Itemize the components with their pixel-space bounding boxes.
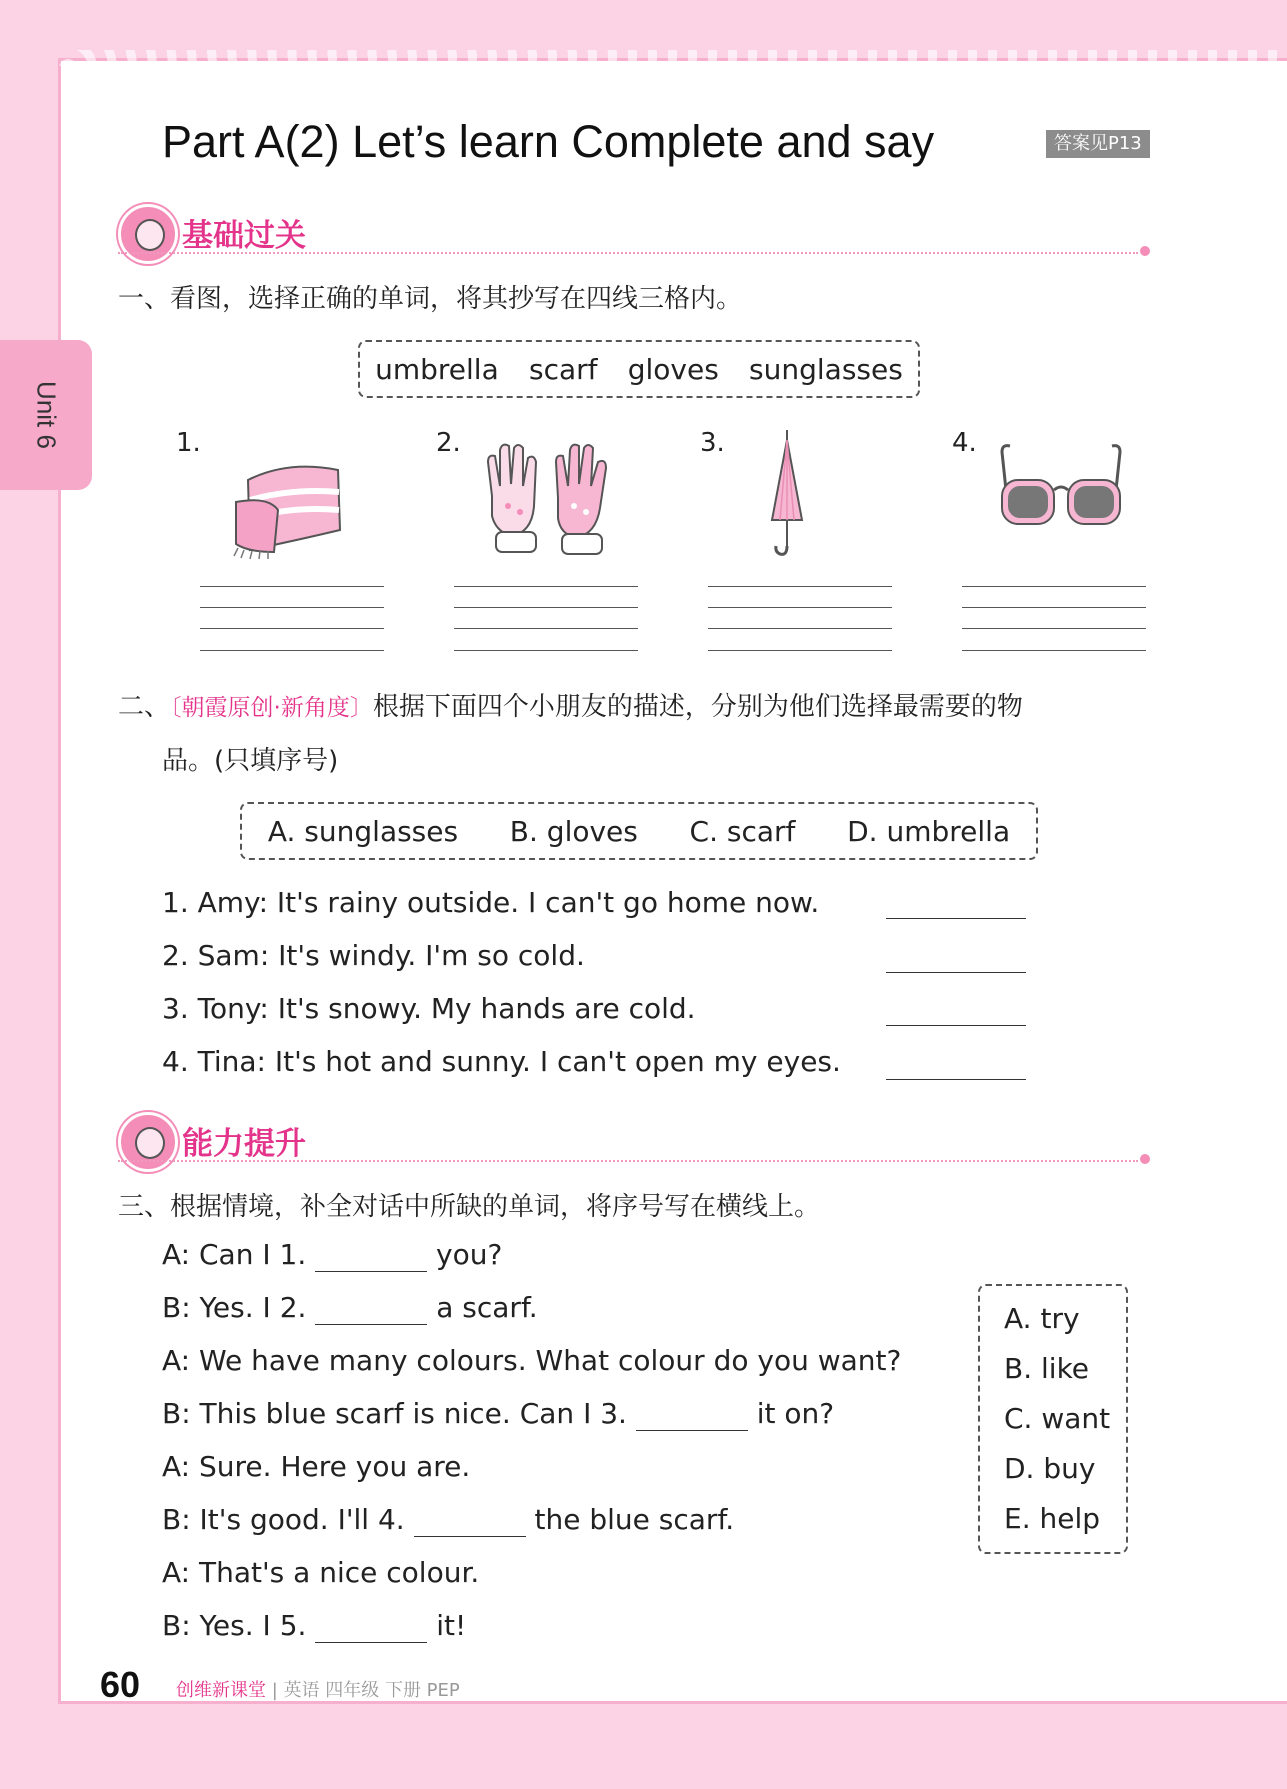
question-2-sentence: 1. Amy: It's rainy outside. I can't go home now. [162, 886, 820, 919]
answer-blank[interactable] [886, 972, 1026, 973]
option-item: C. scarf [689, 814, 796, 848]
section-header-advanced [118, 1112, 1158, 1168]
dotted-divider [118, 252, 1138, 254]
divider-end-dot-icon [1140, 1154, 1150, 1164]
answer-reference-badge: 答案见P13 [1046, 130, 1150, 158]
option-item: D. buy [1004, 1452, 1096, 1485]
dialogue-blank[interactable] [315, 1291, 427, 1325]
dialogue-line [162, 1503, 734, 1537]
dialogue-text: you? [436, 1238, 503, 1271]
dialogue-line [162, 1238, 502, 1272]
scarf-icon [228, 440, 352, 560]
dialogue-text: B: Yes. I 2. [162, 1291, 307, 1324]
question-3-title: 三、根据情境，补全对话中所缺的单词，将序号写在横线上。 [118, 1192, 821, 1222]
unit-tab[interactable] [0, 340, 92, 490]
answer-blank[interactable] [886, 1025, 1026, 1026]
question-2-prefix: 二、 [118, 692, 171, 722]
writing-grid-1[interactable] [200, 586, 384, 652]
dialogue-text: it on? [756, 1397, 835, 1430]
decorative-wave-border [58, 50, 1287, 66]
question-2-sentence: 3. Tony: It's snowy. My hands are cold. [162, 992, 696, 1025]
dialogue-blank[interactable] [636, 1397, 748, 1431]
dialogue-line [162, 1397, 834, 1431]
unit-tab-label: Unit 6 [31, 381, 62, 449]
word-bank-item: gloves [627, 352, 719, 386]
dialogue-line [162, 1344, 901, 1377]
option-box [240, 802, 1038, 860]
option-item: C. want [1004, 1402, 1111, 1435]
dialogue-text: B: It's good. I'll 4. [162, 1503, 405, 1536]
dialogue-text: A: We have many colours. What colour do you want? [162, 1344, 902, 1377]
question-2-title [118, 686, 1023, 723]
section-label: 能力提升 [182, 1126, 306, 1162]
option-item: B. like [1004, 1352, 1090, 1385]
question-1-title: 一、看图，选择正确的单词，将其抄写在四线三格内。 [118, 284, 743, 314]
page-number: 60 [100, 1664, 141, 1705]
option-item: A. sunglasses [267, 814, 459, 848]
footer-brand: 创维新课堂 [176, 1680, 266, 1701]
writing-grid-3[interactable] [708, 586, 892, 652]
dialogue-line [162, 1450, 470, 1483]
dialogue-text: a scarf. [436, 1291, 538, 1324]
dialogue-text: the blue scarf. [534, 1503, 735, 1536]
dialogue-option-box [978, 1284, 1128, 1554]
item-number: 3. [700, 428, 725, 458]
writing-grid-2[interactable] [454, 586, 638, 652]
dialogue-text: A: That's a nice colour. [162, 1556, 480, 1589]
dialogue-text: B: Yes. I 5. [162, 1609, 307, 1642]
word-bank-item: scarf [528, 352, 598, 386]
writing-grid-4[interactable] [962, 586, 1146, 652]
section-header-basic [118, 204, 1158, 260]
dialogue-text: it! [436, 1609, 467, 1642]
answer-blank[interactable] [886, 918, 1026, 919]
dialogue-blank[interactable] [414, 1503, 526, 1537]
option-item: D. umbrella [847, 814, 1011, 848]
mascot-boy-icon [118, 1112, 178, 1172]
option-item: B. gloves [509, 814, 638, 848]
answer-blank[interactable] [886, 1079, 1026, 1080]
word-bank-box [358, 340, 920, 398]
item-number: 2. [436, 428, 461, 458]
question-2-sentence: 4. Tina: It's hot and sunny. I can't open my eyes. [162, 1045, 841, 1078]
dialogue-text: A: Can I 1. [162, 1238, 307, 1271]
dialogue-blank[interactable] [315, 1238, 427, 1272]
dialogue-text: B: This blue scarf is nice. Can I 3. [162, 1397, 627, 1430]
sunglasses-icon [998, 440, 1124, 532]
question-2-sentence: 2. Sam: It's windy. I'm so cold. [162, 939, 585, 972]
item-number: 4. [952, 428, 977, 458]
dialogue-line [162, 1291, 538, 1325]
dialogue-line [162, 1609, 466, 1643]
question-2-text: 根据下面四个小朋友的描述，分别为他们选择最需要的物 [372, 692, 1023, 722]
question-2-source-tag: 〔朝霞原创·新角度〕 [170, 695, 373, 721]
page-title: Part A(2) Let’s learn Complete and say [162, 116, 935, 167]
divider-end-dot-icon [1140, 246, 1150, 256]
footer-book-info [176, 1676, 460, 1702]
footer-info: | 英语 四年级 下册 PEP [271, 1680, 460, 1701]
gloves-icon [478, 436, 616, 560]
section-label: 基础过关 [182, 218, 306, 254]
word-bank-item: umbrella [375, 352, 499, 386]
dotted-divider [118, 1160, 1138, 1162]
dialogue-blank[interactable] [315, 1609, 427, 1643]
umbrella-icon [762, 428, 812, 560]
question-2-title-continued: 品。(只填序号) [162, 746, 339, 776]
mascot-girl-icon [118, 204, 178, 264]
item-number: 1. [176, 428, 201, 458]
word-bank-item: sunglasses [749, 352, 903, 386]
option-item: E. help [1004, 1502, 1101, 1535]
option-item: A. try [1004, 1302, 1080, 1335]
dialogue-line [162, 1556, 479, 1589]
dialogue-text: A: Sure. Here you are. [162, 1450, 471, 1483]
